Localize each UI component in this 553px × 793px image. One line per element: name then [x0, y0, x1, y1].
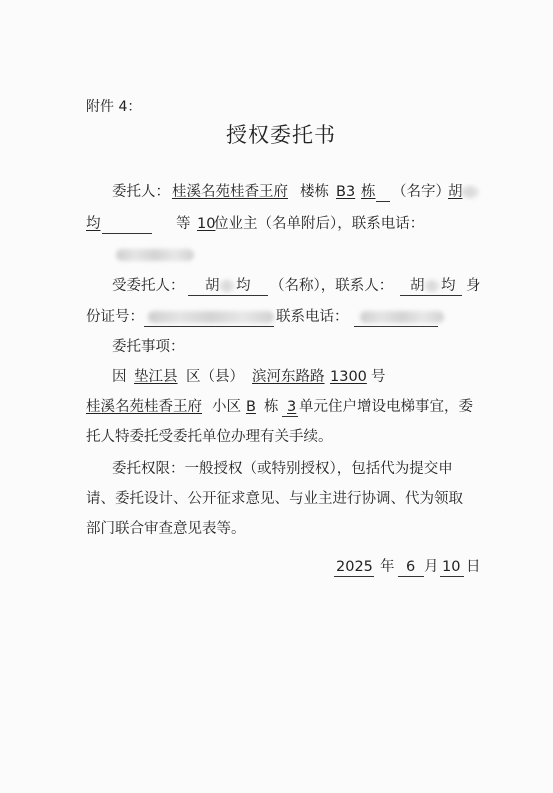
principal-name-start: 胡 — [448, 184, 463, 200]
contact-name-start: 胡 — [410, 278, 425, 294]
building-letter: B — [246, 399, 256, 415]
underline — [188, 295, 268, 296]
underline — [354, 326, 438, 327]
building-label: 楼栋 — [300, 184, 329, 200]
redacted-text — [462, 186, 478, 198]
district-label: 区（县） — [186, 369, 244, 385]
principal-name-end: 均 — [86, 216, 101, 232]
owners-phone-label: 位业主（名单附后），联系电话： — [214, 216, 425, 232]
day-label: 日 — [466, 559, 481, 575]
entity-name-label: （名称），联系人： — [270, 278, 394, 294]
agent-name-start: 胡 — [205, 278, 220, 294]
document-title: 授权委托书 — [226, 123, 336, 147]
building-unit-suffix: 栋 — [361, 184, 376, 200]
authority-text-1: 委托权限：一般授权（或特别授权），包括代为提交申 — [112, 461, 453, 477]
agent-name-end: 均 — [236, 278, 251, 294]
redacted-text — [148, 311, 274, 323]
street-number: 1300 — [330, 369, 367, 385]
number-suffix: 号 — [371, 369, 386, 385]
underline — [144, 326, 274, 327]
principal-label: 委托人： — [112, 184, 170, 200]
community-name: 桂溪名苑桂香王府 — [86, 399, 202, 415]
redacted-text — [425, 280, 439, 292]
date-month: 6 — [406, 559, 416, 575]
road-name: 滨河东路路 — [252, 369, 325, 385]
building-label-2: 栋 — [264, 399, 279, 415]
redacted-text — [116, 249, 194, 261]
underline — [398, 576, 424, 577]
underline — [282, 416, 298, 417]
reason-prefix: 因 — [112, 369, 127, 385]
unit-number: 3 — [287, 399, 297, 415]
unit-matter: 单元住户增设电梯事宜，委 — [299, 399, 473, 415]
matter-text: 托人特委托受委托单位办理有关手续。 — [86, 429, 333, 445]
matters-label: 委托事项： — [112, 339, 185, 355]
date-day: 10 — [442, 559, 461, 575]
county-name: 垫江县 — [134, 369, 178, 385]
month-label: 月 — [424, 559, 439, 575]
redacted-text — [220, 280, 234, 292]
agent-label: 受委托人： — [112, 278, 185, 294]
community-label: 小区 — [212, 399, 241, 415]
etc-label: 等 — [176, 216, 191, 232]
underline — [334, 576, 374, 577]
redacted-text — [360, 311, 444, 323]
authority-text-2: 请、委托设计、公开征求意见、与业主进行协调、代为领取 — [86, 491, 463, 507]
attachment-label: 附件 4： — [86, 99, 142, 115]
contact-name-end: 均 — [441, 278, 456, 294]
id-label-start: 身 — [466, 278, 481, 294]
principal-community: 桂溪名苑桂香王府 — [172, 184, 288, 200]
id-label-end: 份证号： — [86, 309, 144, 325]
owner-count: 10 — [197, 216, 216, 232]
underline — [440, 576, 464, 577]
building-number: B3 — [336, 184, 356, 200]
underline — [376, 201, 390, 202]
authority-text-3: 部门联合审查意见表等。 — [86, 521, 246, 537]
year-label: 年 — [380, 559, 395, 575]
underline — [400, 295, 462, 296]
underline — [102, 233, 152, 234]
phone-label: 联系电话： — [276, 309, 349, 325]
name-label: （名字） — [392, 184, 450, 200]
date-year: 2025 — [336, 559, 373, 575]
